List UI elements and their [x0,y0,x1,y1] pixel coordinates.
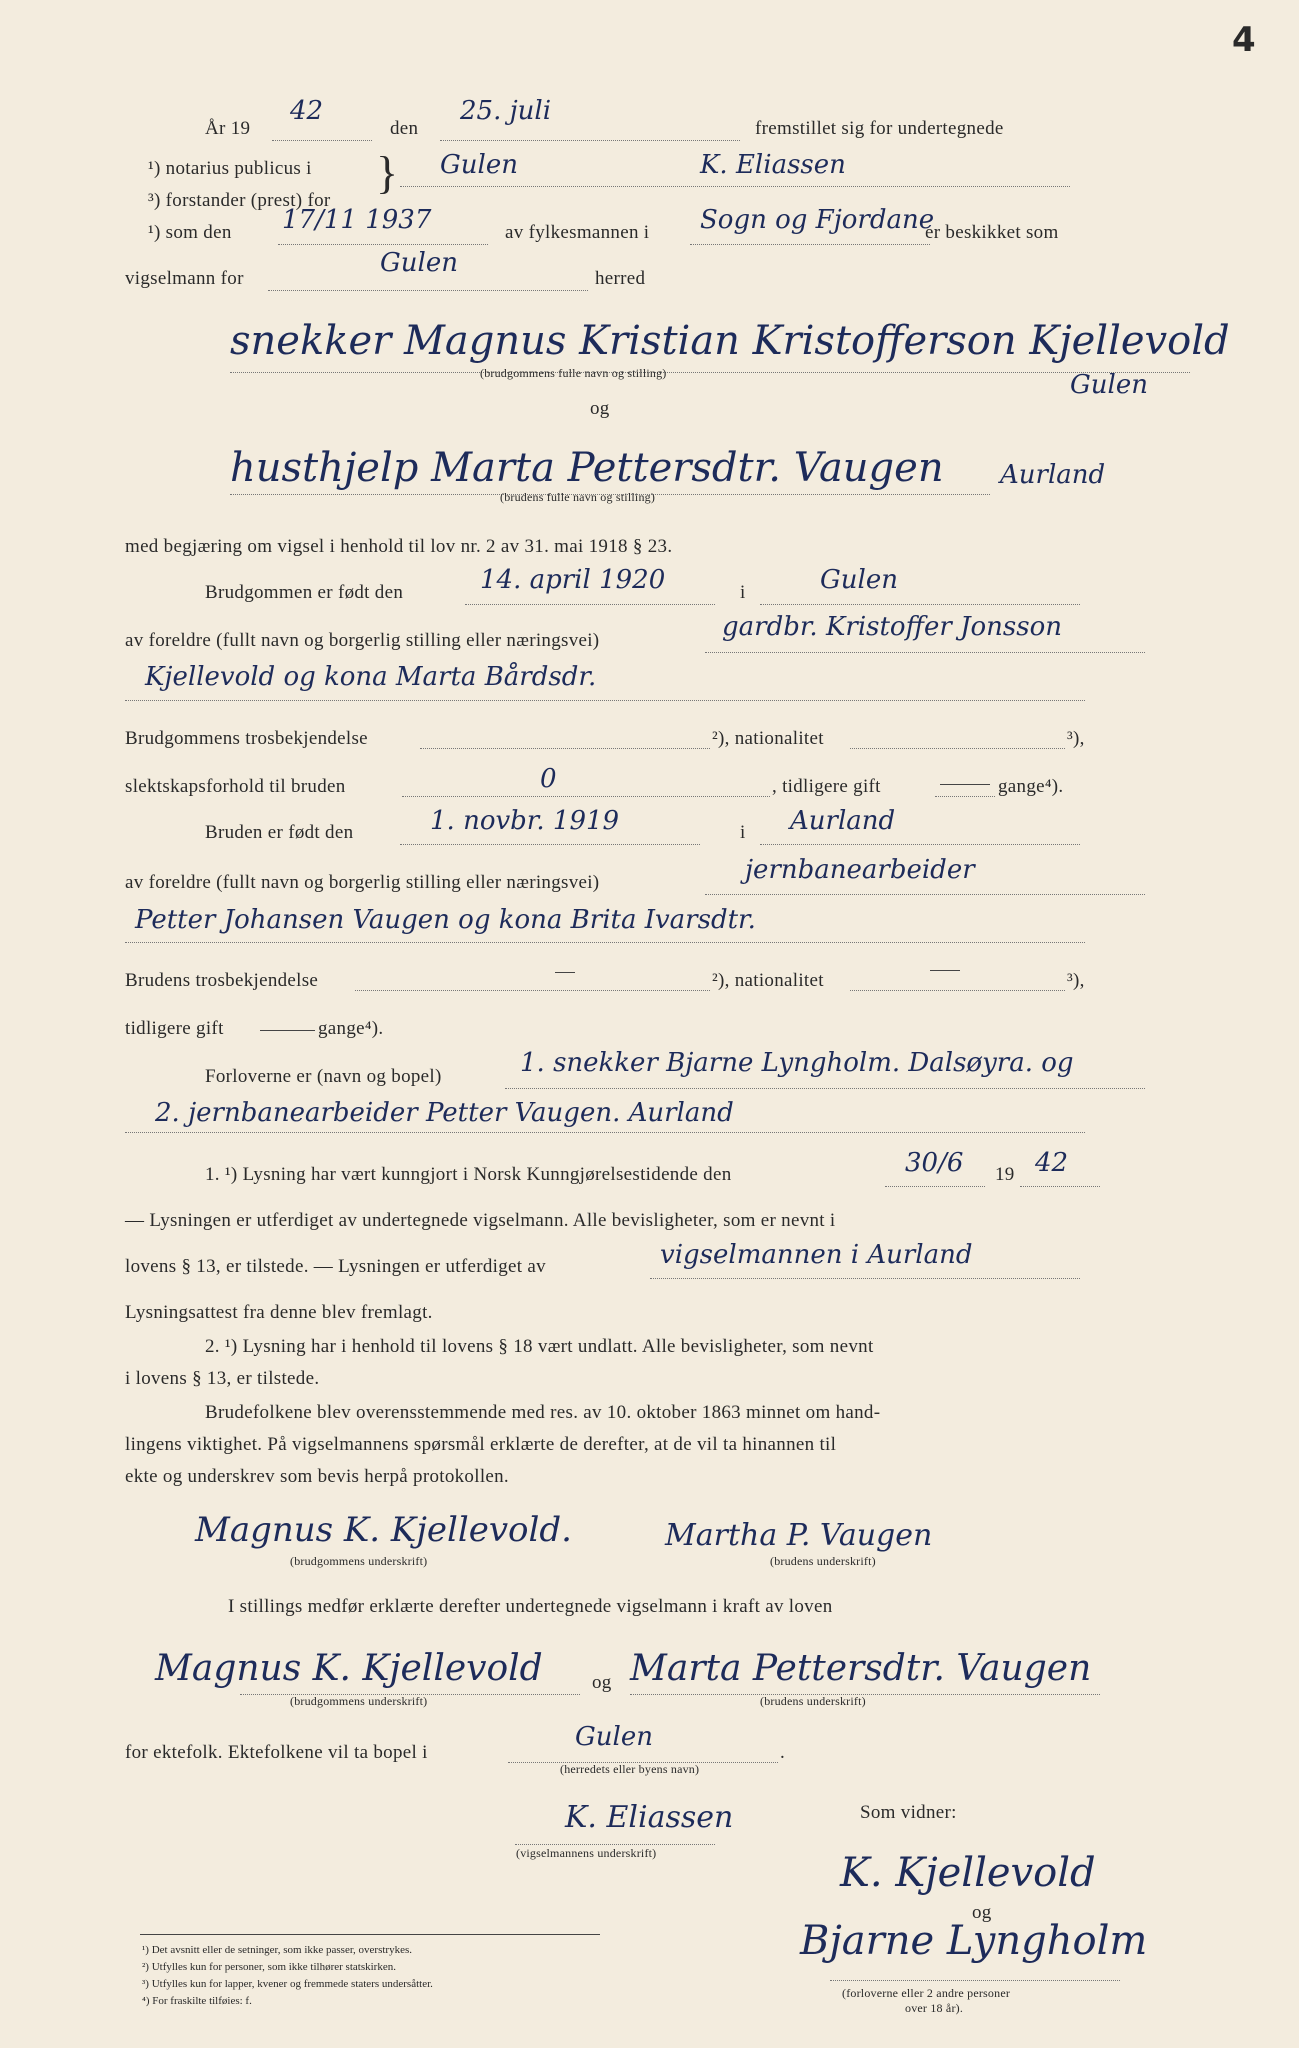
vigselmann-for-label: vigselmann for [125,268,244,289]
bride-birth-i: i [740,822,746,843]
bopel-label: for ektefolk. Ektefolkene vil ta bopel i [125,1742,428,1763]
bride-faith-dash [555,972,575,973]
groom-signature-1-caption: (brudgommens underskrift) [290,1554,428,1568]
officiant-handwritten: K. Eliassen [700,150,846,180]
footnote-1: ¹) Det avsnitt eller de setninger, som ikke passer, overstrykes. [142,1944,413,1956]
bride-parents-line-2 [125,942,1085,943]
groom-parents-handwritten-1: gardbr. Kristoffer Jonsson [722,612,1062,642]
herred-label: herred [595,268,646,289]
bride-nat-line [850,990,1065,991]
bride-signature-1: Martha P. Vaugen [665,1518,933,1553]
groom-parents-line-2 [125,700,1085,701]
herred-line [268,290,588,291]
county-handwritten: Sogn og Fjordane [700,205,935,235]
lysning-line-9: ekte og underskrev som bevis herpå protokollen. [125,1466,509,1487]
bride-nat-label: ²), nationalitet [712,970,824,991]
groom-birth-date-handwritten: 14. april 1920 [480,565,666,595]
bride-parents-line-1 [705,894,1145,895]
som-den-label: ¹) som den [148,222,232,243]
lysning-year-line [1020,1186,1100,1187]
groom-name-line [230,372,1190,373]
groom-nat-line [850,748,1065,749]
lysning-date-handwritten: 30/6 [905,1148,964,1178]
signatures-og: og [592,1672,612,1693]
groom-place-handwritten: Gulen [1070,370,1148,400]
groom-nat-sup: ³), [1067,728,1085,749]
groom-birth-date-line [465,604,715,605]
bride-place-handwritten: Aurland [1000,460,1106,490]
bride-parents-handwritten-1: jernbanearbeider [745,855,975,885]
ar-prefix: År 19 [205,118,251,139]
lysning-line-3: lovens § 13, er tilstede. — Lysningen er utferdiget av [125,1256,546,1277]
forlovere-handwritten-2: 2. jernbanearbeider Petter Vaugen. Aurland [155,1098,734,1128]
bopel-caption: (herredets eller byens navn) [560,1762,700,1776]
notarius-label: ¹) notarius publicus i [148,158,312,179]
slekt-handwritten: 0 [540,764,557,794]
groom-signature-2: Magnus K. Kjellevold [155,1648,543,1689]
footnote-3: ³) Utfylles kun for lapper, kvener og fremmede staters undersåtter. [142,1978,433,1990]
bride-birth-place-line [760,844,1080,845]
bride-signature-1-caption: (brudens underskrift) [770,1554,876,1568]
witnesses-og: og [972,1902,992,1923]
forstander-label: ³) forstander (prest) for [148,190,331,211]
bride-nat-sup: ³), [1067,970,1085,991]
slekt-label: slektskapsforhold til bruden [125,776,346,797]
county-line [690,244,930,245]
og-label: og [590,398,610,419]
year-line [272,140,372,141]
forlovere-handwritten-1: 1. snekker Bjarne Lyngholm. Dalsøyra. og [520,1048,1074,1078]
place-line [400,186,1070,187]
appointed-date-handwritten: 17/11 1937 [282,205,432,235]
footnote-divider [140,1934,600,1935]
bride-faith-label: Brudens trosbekjendelse [125,970,319,991]
bride-birth-label: Bruden er født den [205,822,354,843]
bride-nat-dash [930,970,960,971]
groom-signature-1: Magnus K. Kjellevold. [195,1510,572,1550]
bride-signature-2: Marta Pettersdtr. Vaugen [630,1648,1092,1689]
fremstillet-text: fremstillet sig for undertegnede [755,118,1004,139]
forlovere-line-1 [505,1088,1145,1089]
groom-parents-line-1 [705,652,1145,653]
brace: } [376,147,399,198]
bride-birth-date-line [400,844,700,845]
groom-birth-place-line [760,604,1080,605]
footnote-4: ⁴) For fraskilte tilføies: f. [142,1995,252,2007]
groom-tidligere-label: , tidligere gift [772,776,881,797]
lysning-year-handwritten: 42 [1035,1148,1069,1178]
officiant-signature: K. Eliassen [565,1800,734,1835]
bride-parents-label: av foreldre (fullt navn og borgerlig stilling eller næringsvei) [125,872,600,893]
groom-parents-handwritten-2: Kjellevold og kona Marta Bårdsdr. [145,662,597,692]
witnesses-caption-1: (forloverne eller 2 andre personer [842,1986,1011,2000]
lysning-line-5: 2. ¹) Lysning har i henhold til lovens § 18 vært undlatt. Alle bevisligheter, som nevnt [205,1336,874,1357]
page-number: 4 [1232,20,1256,60]
officiant-signature-line [515,1844,715,1845]
beskikket-text: er beskikket som [925,222,1059,243]
den-label: den [390,118,419,139]
bride-signature-2-caption: (brudens underskrift) [760,1694,866,1708]
witnesses-line [830,1980,1120,1981]
bride-name-caption: (brudens fulle navn og stilling) [500,490,656,504]
lysning-line-7: Brudefolkene blev overensstemmende med res. av 10. oktober 1863 minnet om hand- [205,1402,881,1423]
slekt-line [402,796,770,797]
footnote-2: ²) Utfylles kun for personer, som ikke tilhører statskirken. [142,1961,396,1973]
officiant-signature-caption: (vigselmannens underskrift) [516,1846,657,1860]
bride-parents-handwritten-2: Petter Johansen Vaugen og kona Brita Ivarsdtr. [135,905,756,935]
groom-tidligere-dash [940,784,990,785]
witnesses-label: Som vidner: [860,1802,957,1823]
witness-1-signature: K. Kjellevold [840,1850,1096,1896]
groom-faith-line [420,748,710,749]
law-line: med begjæring om vigsel i henhold til lov nr. 2 av 31. mai 1918 § 23. [125,536,673,557]
bride-tidligere-label: tidligere gift [125,1018,224,1039]
forlovere-label: Forloverne er (navn og bopel) [205,1066,442,1087]
fylkesmannen-label: av fylkesmannen i [505,222,650,243]
forlovere-line-2 [125,1132,1085,1133]
groom-gange: gange⁴). [998,776,1064,797]
bopel-end: . [780,1742,786,1763]
groom-nat-label: ²), nationalitet [712,728,824,749]
bopel-handwritten: Gulen [575,1722,653,1752]
lysning-utferdiget-handwritten: vigselmannen i Aurland [660,1240,973,1270]
lysning-line-6: i lovens § 13, er tilstede. [125,1368,320,1389]
lysning-utferdiget-line [650,1278,1080,1279]
witness-2-signature: Bjarne Lyngholm [800,1918,1148,1964]
groom-parents-label: av foreldre (fullt navn og borgerlig stilling eller næringsvei) [125,630,600,651]
bride-tidligere-dash [260,1030,315,1031]
groom-signature-2-caption: (brudgommens underskrift) [290,1694,428,1708]
lysning-line-2: — Lysningen er utferdiget av undertegnede vigselmann. Alle bevisligheter, som er nevnt i [125,1210,836,1231]
year-handwritten: 42 [290,96,324,126]
groom-birth-place-handwritten: Gulen [820,565,898,595]
herred-handwritten: Gulen [380,248,458,278]
witnesses-caption-2: over 18 år). [905,2001,964,2015]
groom-birth-label: Brudgommen er født den [205,582,404,603]
bride-birth-place-handwritten: Aurland [790,806,896,836]
lysning-date-line [885,1186,985,1187]
groom-birth-i: i [740,582,746,603]
groom-tidligere-line [935,796,995,797]
date-handwritten: 25. juli [460,96,552,126]
declaration-text: I stillings medfør erklærte derefter undertegnede vigselmann i kraft av loven [228,1596,833,1617]
bride-name-handwritten: husthjelp Marta Pettersdtr. Vaugen [230,445,944,491]
groom-faith-label: Brudgommens trosbekjendelse [125,728,368,749]
bride-gange: gange⁴). [318,1018,384,1039]
bride-faith-line [355,990,710,991]
lysning-line-4: Lysningsattest fra denne blev fremlagt. [125,1302,433,1323]
groom-name-caption: (brudgommens fulle navn og stilling) [480,366,667,380]
date-line [440,140,740,141]
lysning-year-prefix: 19 [995,1164,1015,1185]
groom-name-handwritten: snekker Magnus Kristian Kristofferson Kjellevold [230,318,1230,364]
lysning-line-8: lingens viktighet. På vigselmannens spørsmål erklærte de derefter, at de vil ta hinannen til [125,1434,837,1455]
appointed-date-line [278,244,488,245]
bride-birth-date-handwritten: 1. novbr. 1919 [430,806,620,836]
lysning-line-1: 1. ¹) Lysning har vært kunngjort i Norsk Kunngjørelsestidende den [205,1164,732,1185]
place-handwritten: Gulen [440,150,518,180]
